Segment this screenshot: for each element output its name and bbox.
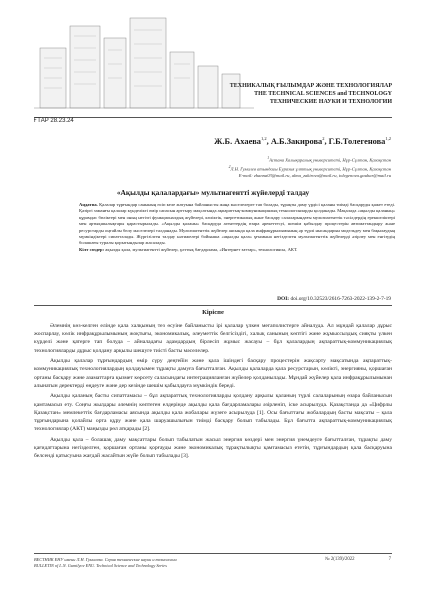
abstract-text: Қалалар тұрғындар санының өсіп келе жатуына байланысты жаңа мәселелерге тап болады, тұрақты даму үрдісі қаланы тиімді басқаруды қажет етеді. Қазіргі заманғы қалалар күнделікті өмір сапасын арттыру мақсатында ақпараттық-коммуникациялық технологияларды қолданады. Мақалада «ақылды қаланың» құрамдас бөліктері мен оның негізгі функционалдық жүйелері, көліктік, энергетикалық және басқару салаларындағы мультиагенттік тәсілдердің ерекшеліктері мен артықшылықтары қарастырылады. «Ақылды қаланы» басқаруда агенттердің өзара әрекеттесуі, шешім қабылдау процестерін автоматтандыру және ресурстарды оңтайлы бөлу мәселелері талданады. Мультиагенттік жүйелер аясында қала инфрақұрылымының әр түрлі нысандарын модельдеу мен бақылаудың мүмкіндіктері сипатталады. Жүргізілген талдау нәтижелері бойынша «ақылды қала» ұғымына негізделген мультиагенттік жүйелерді әзірлеу мен енгізудің болашағы туралы қорытындылар жасалады. (79, 202, 396, 246)
section-heading-introduction: Кіріспе (202, 309, 224, 316)
body-paragraph: Әлемнің көз-келген елінде қала халқының тез өсуіне байланысты ірі қалалар үлкен мегаполистерге айналуда. Ал мұндай қалалар дұрыс жоспарлау, көлік инфрақұрылымының жоқтығы, экономикалық, әлеуметтік белгісіздігі, халық санының көптігі және жұмыссыздық сияқты үлкен күрделі және қатерге тап болуда – айналадағы адамдардың бірлесіп жұмыс жасауы – бұл қалалардың ақпараттық-коммуникациялық технологияларды дұрыс қолдану арқылы шешуге тиісті басты мәселелер. (34, 323, 392, 354)
body-paragraph: Ақылды қаланың басты сипаттамасы – бұл ақпараттық технологияларды қолдану арқылы қаланың түрлі салаларының өзара байланысын қамтамасыз ету. Соңғы жылдары әлемнің көптеген елдерінде ақылды қала бағдарламалары әзірленіп, іске асырылуда. Қазақстанда да «Цифрлы Қазақстан» мемлекеттік бағдарламасы аясында ақылды қала жобалары жүзеге асырылуда [1]. Осы бағыттағы жобалардың басты мақсаты – қала тұрғындарына қолайлы орта құру және қала шаруашылығын тиімді басқару болып табылады. Бұл бағытта ақпараттық-коммуникациялық технологиялар (АКТ) маңызды рөл атқарады [2]. (34, 393, 392, 433)
page-number: 7 (388, 557, 391, 562)
abstract-label: Аңдатпа. (79, 202, 98, 207)
keywords (79, 247, 395, 253)
journal-title-ru: ТЕХНИЧЕСКИЕ НАУКИ И ТЕХНОЛОГИИ (269, 99, 392, 106)
journal-title-kz: ТЕХНИКАЛЫҚ ҒЫЛЫМДАР ЖӘНЕ ТЕХНОЛОГИЯЛАР (229, 83, 392, 89)
journal-title (142, 82, 392, 107)
header-divider (34, 117, 392, 118)
footer-journal-en: BULLETIN of L.N. Gumilyov ENU. Technical Science and Technology Series (34, 563, 167, 569)
affiliations (111, 155, 391, 179)
doi-link[interactable]: doi.org/10.32523/2616-7263-2022-139-2-7-19 (290, 296, 391, 302)
author-name: Г.Б.Толегенова (328, 136, 386, 146)
issue-number: № 2(139)/2022 (325, 557, 355, 562)
author-list: Ж.Б. Ахаева$^{1,2}$, А.Б.Закирова$^2$, Г.Б.Толегенова$^{1,2}$ (214, 136, 391, 146)
body-text (34, 322, 392, 463)
footer-journal (34, 557, 177, 570)
keywords-text: ақылды қала, мультиагентті жүйелер, ұлттық бағдарлама, «Интернет заттар», технологиясы, АКТ. (105, 246, 298, 252)
author-affil-mark: 1,2 (385, 136, 391, 141)
affiliation-line: $^2$Л.Н. Гумилев атындағы Еуразия ұлттық университеті, Нұр-Сұлтан, Қазақстан (228, 164, 391, 172)
doi-label: DOI: (277, 296, 290, 302)
author-name: А.Б.Закирова (270, 136, 323, 146)
abstract-block (79, 202, 395, 253)
keywords-label: Кілт сөздер: (79, 246, 105, 252)
footer-issue-page (291, 557, 391, 562)
abstract-divider (34, 305, 392, 306)
body-paragraph: Ақылды қалалар тұрғындардың өмір сүру деңгейін және қала ішіндегі басқару процестерін жақсарту мақсатында ақпараттық-коммуникациялық технологиялардың қолдауымен тұрақты дамуға бағытталған. Ақылды қалаларда қала ресурстарын, көлікті, энергияны, қоршаған ортаны басқару және азаматтарға қызмет көрсету саласындағы интеграцияланған жүйелер қолданылады. Мұндай жүйелер қала инфрақұрылымынан алынатын деректерді өңдеуге және дер кезінде шешім қабылдауға мүмкіндік береді. (34, 358, 392, 389)
author-affil-mark: 1,2 (261, 136, 267, 141)
author-name: Ж.Б. Ахаева (214, 136, 261, 146)
abstract (79, 202, 395, 247)
article-title: «Ақылды қалалардағы» мультиагентті жүйелерді талдау (116, 188, 310, 197)
irstr-code: ҒТАР 28.23.24 (34, 118, 74, 124)
author-affil-mark: 2 (322, 136, 325, 141)
doi (277, 296, 391, 302)
affiliation-line: $^1$Астана Халықаралық университеті, Нұр-Сұлтан, Қазақстан (267, 156, 391, 163)
journal-header (34, 8, 392, 116)
footer-divider (34, 553, 392, 554)
journal-title-en: THE TECHNICAL SCIENCES and TECHNOLOGY (254, 91, 392, 98)
body-paragraph: Ақылды қала – болашақ даму мақсаттары болып табылатын жасыл энергия көздері мен энергия үнемдеуге бағытталған, тұрақты даму қағидаттарына негізделген, қоршаған ортаны қорғауды және экономикалық тұрақтылықты қамтамасыз ететін, тұрғындардың қала басқаруына белсенді қатысуына жағдай жасайтын жүйе болып табылады [3]. (34, 436, 392, 460)
email-line: E-mail: zhanna03@mail.ru, alma_zakirova@mail.ru, tolegenova.gauhar@mail.ru (238, 173, 391, 179)
footer-journal-ru: ВЕСТНИК ЕНУ имени Л.Н. Гумилева. Серия технические науки и технологии (34, 557, 177, 562)
